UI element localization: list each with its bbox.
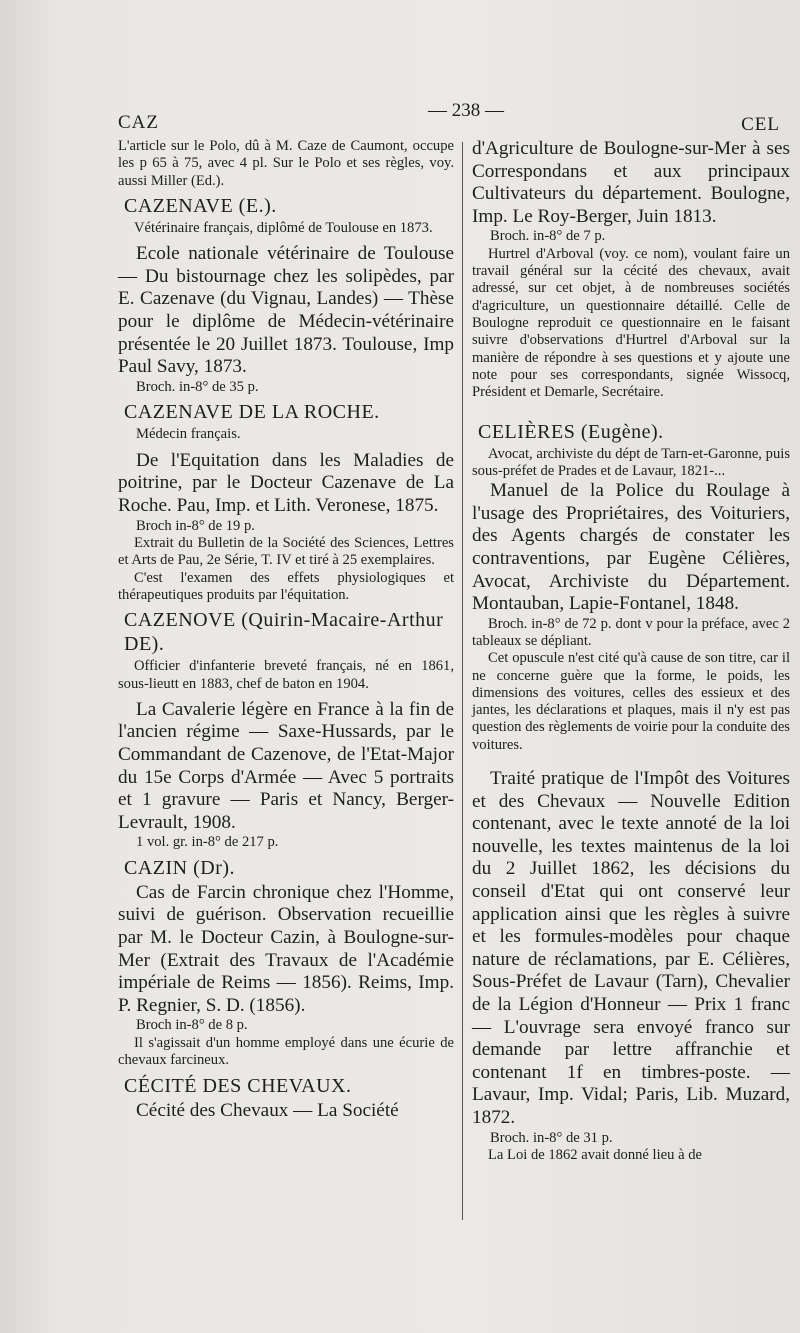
header-left-running-title: CAZ xyxy=(118,112,159,133)
right-column xyxy=(472,138,790,1164)
entry-heading: CAZIN (Dr). xyxy=(124,856,236,879)
entry-heading: CAZENOVE (Quirin-Macaire-Arthur DE). xyxy=(124,609,444,656)
left-column xyxy=(118,138,454,1122)
book-format: 1 vol. gr. in-8° de 217 p. xyxy=(136,834,279,851)
note: Cet opuscule n'est cité qu'à cause de son titre, car il ne concerne guère que la forme, le poids, les dimensions des voitures, celles des essieux et des jantes, les déclarations et plaques, mais il n'y est pas question des règlements de voirie pour la conduite des voitures. xyxy=(472,650,790,753)
book-format: Broch in-8° de 19 p. xyxy=(136,517,255,534)
note: Extrait du Bulletin de la Société des Sciences, Lettres et Arts de Pau, 2e Série, T. IV et tiré à 25 exemplaires. xyxy=(118,535,454,569)
entry-heading: CAZENAVE (E.). xyxy=(124,194,277,217)
header-right-running-title: CEL xyxy=(741,114,780,135)
entry-description: Médecin français. xyxy=(136,426,241,443)
note: C'est l'examen des effets physiologiques et thérapeutiques produits par l'équitation. xyxy=(118,569,454,603)
column-divider xyxy=(462,142,463,1220)
note: La Loi de 1862 avait donné lieu à de xyxy=(488,1147,702,1164)
book-format: Broch. in-8° de 7 p. xyxy=(490,228,606,245)
paragraph: L'article sur le Polo, dû à M. Caze de Caumont, occupe les p 65 à 75, avec 4 pl. Sur le Polo et ses règles, voy. aussi Miller (Ed.). xyxy=(118,138,454,189)
book-title: De l'Equitation dans les Maladies de poitrine, par le Docteur Cazenave de La Roche. Pau, Imp. et Lith. Veronese, 1875. xyxy=(118,449,454,516)
book-format: Broch in-8° de 8 p. xyxy=(136,1017,248,1034)
note: Il s'agissait d'un homme employé dans une écurie de chevaux farcineux. xyxy=(118,1034,454,1069)
note: Hurtrel d'Arboval (voy. ce nom), voulant faire un travail général sur la cécité des chevaux, avait adressé, sur cet objet, à de nombreuses sociétés d'agriculture, un questionnaire détaillé. Celle de Boulogne reproduit ce questionnaire en le faisant suivre d'observations d'Hurtrel d'Arboval sur la manière de répondre à ses questions et y ajoute une note pour ses correspondants, signée Wissocq, Président et Demarle, Secrétaire. xyxy=(472,245,790,401)
book-title: La Cavalerie légère en France à la fin de l'ancien régime — Saxe-Hussards, par le Commandant de Cazenove, de l'Etat-Major du 15e Corps d'Armée — Avec 5 portraits et 1 gravure — Paris et Nancy, Berger-Levrault, 1908. xyxy=(118,698,454,833)
book-format: Broch. in-8° de 31 p. xyxy=(490,1129,613,1146)
entry-description: Vétérinaire français, diplômé de Toulouse en 1873. xyxy=(134,219,433,236)
book-format: Broch. in-8° de 72 p. dont v pour la préface, avec 2 tableaux se dépliant. xyxy=(472,615,790,649)
page-number: — 238 — xyxy=(428,100,504,121)
entry-heading: CELIÈRES (Eugène). xyxy=(478,420,664,443)
book-title-continued: d'Agriculture de Boulogne-sur-Mer à ses Correspondans et aux principaux Cultivateurs du département. Boulogne, Imp. Le Roy-Berger, Juin 1813. xyxy=(472,138,790,227)
entry-heading: CÉCITÉ DES CHEVAUX. xyxy=(124,1074,352,1097)
entry-description: Avocat, archiviste du dépt de Tarn-et-Garonne, puis sous-préfet de Prades et de Lavaur, 1821-... xyxy=(472,445,790,479)
book-title: Ecole nationale vétérinaire de Toulouse — Du bistournage chez les solipèdes, par E. Cazenave (du Vignau, Landes) — Thèse pour le diplôme de Médecin-vétérinaire présentée le 20 Juillet 1873. Toulouse, Imp Paul Savy, 1873. xyxy=(118,243,454,378)
book-format: Broch. in-8° de 35 p. xyxy=(136,378,259,395)
entry-description: Officier d'infanterie breveté français, né en 1861, sous-lieutt en 1883, chef de baton en 1904. xyxy=(118,658,454,692)
book-title: Cécité des Chevaux — La Société xyxy=(136,1099,399,1121)
book-title: Manuel de la Police du Roulage à l'usage des Propriétaires, des Voituriers, des Agents chargés de constater les contraventions, par Eugène Célières, Avocat, Archiviste du Département. Montauban, Lapie-Fontanel, 1848. xyxy=(472,480,790,615)
book-title: Traité pratique de l'Impôt des Voitures et des Chevaux — Nouvelle Edition contenant, avec le texte annoté de la loi nouvelle, les textes maintenus de la loi du 2 Juillet 1862, les décisions du conseil d'Etat qui ont conservé leur application ainsi que les règles à suivre et les formules-modèles pour chaque nature de réclamations, par E. Célières, Sous-Préfet de Lavaur (Tarn), Chevalier de la Légion d'Honneur — Prix 1 franc — L'ouvrage sera envoyé franco sur demande par lettre affranchie et contenant 1f en timbres-poste. — Lavaur, Imp. Vidal; Paris, Lib. Muzard, 1872. xyxy=(472,768,790,1128)
entry-heading: CAZENAVE DE LA ROCHE. xyxy=(124,401,380,424)
book-title: Cas de Farcin chronique chez l'Homme, suivi de guérison. Observation recueillie par M. le Docteur Cazin, à Boulogne-sur-Mer (Extrait des Travaux de l'Académie impériale de Reims — 1856). Reims, Imp. P. Regnier, S. D. (1856). xyxy=(118,881,454,1016)
